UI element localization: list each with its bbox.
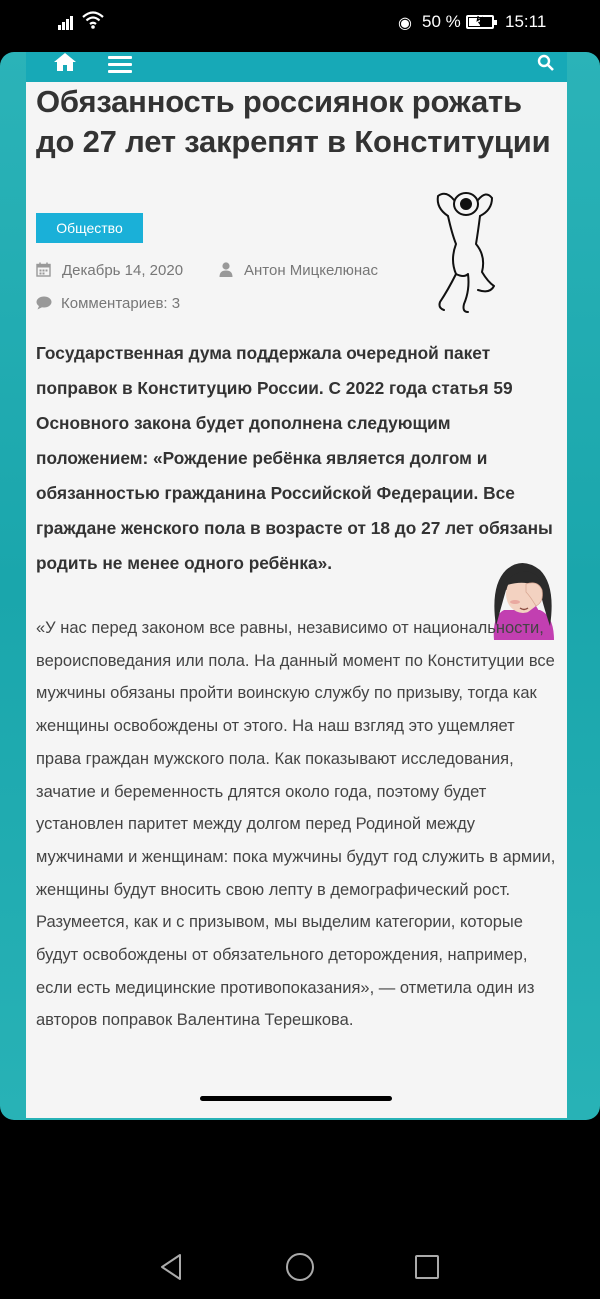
article-title: Обязанность россиянок рожать до 27 лет закрепят в Конституции — [36, 84, 551, 159]
battery-charging-icon: ↯ — [466, 15, 494, 29]
search-icon[interactable] — [537, 54, 555, 72]
category-badge[interactable]: Общество — [36, 213, 143, 243]
quoted-person-link[interactable]: Валентина Терешкова — [176, 1011, 349, 1030]
battery-percent: 50 % — [422, 12, 461, 31]
eye-comfort-icon: ◉ — [398, 15, 412, 32]
publish-date: Декабрь 14, 2020 — [62, 262, 184, 279]
article-lead: Государственная дума поддержала очередной пакет поправок в Конституцию России. С 2022 года статья 59 Основного закона будет дополнена следующим положением: «Рождение ребёнка является долгом и обязанностью гражданина Российской Федерации. Все граждане женского пола в возрасте от 18 до 27 лет обязаны родить не менее одного ребёнка». — [36, 343, 553, 573]
home-icon[interactable] — [52, 52, 78, 72]
author-link[interactable]: Антон Мицкелюнас — [244, 262, 378, 279]
status-bar — [0, 0, 600, 46]
navigation-bar — [0, 1200, 600, 1299]
signal-icon — [58, 14, 78, 30]
article-body-text: «У нас перед законом все равны, независимо от национальности, вероисповедания или пола. На данный момент по Конституции все мужчины обязаны пройти воинскую службу по призыву, тогда как женщины освобождены от этого. На наш взгляд это ущемляет права граждан мужского пола. Как показывают исследования, зачатие и беременность длятся около года, поэтому будет установлен паритет между долгом перед Родиной между мужчинами и женщинам: пока мужчины будут год служить в армии, женщины будут вносить свою лепту в демографический рост. Разумеется, как и с призывом, мы выделим категории, которые будут освобождены от обязательного деторождения, например, если есть медицинские противопоказания», — отметила один из авторов поправок — [36, 619, 556, 1030]
comments-count[interactable]: Комментариев: 3 — [61, 295, 181, 312]
menu-icon[interactable] — [108, 56, 132, 74]
comment-icon — [36, 296, 52, 310]
home-circle-icon[interactable] — [286, 1253, 314, 1281]
calendar-icon — [36, 262, 51, 277]
article-body-end: . — [348, 1011, 354, 1030]
gesture-bar[interactable] — [200, 1096, 392, 1101]
wifi-icon — [82, 10, 104, 30]
dancing-figure-doodle — [434, 186, 496, 318]
clock: 15:11 — [505, 12, 547, 31]
back-icon[interactable] — [158, 1253, 184, 1281]
user-icon — [219, 262, 233, 277]
article-body — [36, 612, 560, 1037]
article — [26, 82, 567, 1118]
site-header — [26, 52, 567, 86]
recents-icon[interactable] — [415, 1255, 439, 1279]
